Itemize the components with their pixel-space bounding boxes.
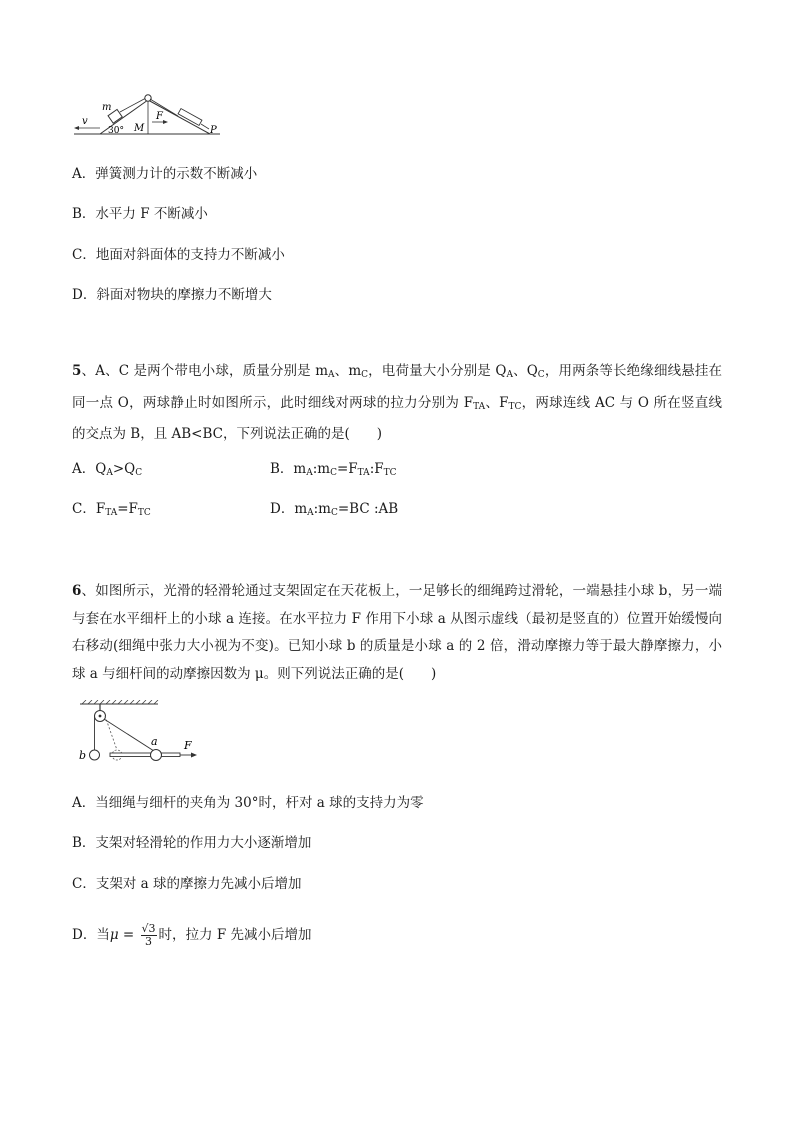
ball-a (151, 750, 162, 761)
label-b: b (79, 749, 87, 762)
velocity-arrowhead (74, 126, 79, 130)
q5-option-a: A．$Q_A>Q_C$ (72, 461, 143, 478)
incline-figure (70, 92, 230, 140)
q6-option-d: D．当μ = $\frac{√3}{3}$ 时，拉力 F 先减小后增加 (72, 922, 312, 948)
horizontal-rod (110, 753, 180, 757)
q6-option-b: B．支架对轻滑轮的作用力大小逐渐增加 (72, 835, 312, 851)
label-M: M (134, 123, 145, 134)
label-m: m (102, 102, 112, 113)
q5-option-d: D．$m_A:m_C=BC$ :AB (270, 501, 399, 518)
q5-option-c: C．$F_{TA}=F_{TC}$ (72, 501, 151, 518)
q5-number: 5 (72, 363, 82, 379)
q6-option-c: C．支架对 a 球的摩擦力先减小后增加 (72, 876, 302, 892)
sqrt3-over-3-fraction: $\frac{√3}{3}$ (141, 922, 156, 948)
pulley-figure (74, 700, 204, 768)
q6-option-a: A．当细绳与细杆的夹角为 30°时，杆对 a 球的支持力为零 (72, 795, 424, 811)
q6-number: 6 (72, 583, 82, 599)
q4-option-d: D．斜面对物块的摩擦力不断增大 (72, 287, 272, 303)
q4-option-b: B．水平力 F 不断减小 (72, 206, 208, 222)
label-angle: 30° (108, 126, 124, 136)
ball-b (90, 750, 100, 760)
q6-stem: 6、如图所示，光滑的轻滑轮通过支架固定在天花板上，一足够长的细绳跨过滑轮，一端悬挂小球 b，另一端与套在水平细杆上的小球 a 连接。在水平拉力 F 作用下小球 a 从图示虚线（最初是竖直的）位置开始缓慢向右移动(细绳中张力大小视为不变)。已知小球 b 的质量是小球 a 的 2 倍，滑动摩擦力等于最大静摩擦力，小球 a 与细杆间的动摩擦因数为 μ。则下列说法正确的是( ) (72, 583, 722, 682)
ceiling-hatch (82, 700, 158, 704)
label-P: P (210, 125, 217, 136)
string-to-P (201, 124, 209, 129)
q4-option-c: C．地面对斜面体的支持力不断减小 (72, 247, 285, 263)
q5-stem: 5、A、C 是两个带电小球，质量分别是 $m_A$、$m_C$，电荷量大小分别是 $Q_A$、$Q_C$，用两条等长绝缘细线悬挂在同一点 O，两球静止时如图所示，此时细线对两球的拉力分别为 $F_{TA}$、$F_{TC}$，两球连线 AC 与 O 所在竖直线的交点为 B，且 AB<BC，下列说法正确的是( ) (72, 363, 723, 442)
q4-option-a: A．弹簧测力计的示数不断减小 (72, 166, 258, 182)
force-F-arrowhead (191, 753, 197, 758)
label-F: F (156, 111, 163, 122)
label-v: v (82, 116, 88, 127)
pulley-icon (145, 95, 151, 101)
label-F: F (184, 739, 192, 752)
force-arrowhead (163, 120, 168, 124)
string-to-spring (150, 99, 178, 116)
label-a: a (151, 735, 158, 748)
q5-option-b: B．$m_A:m_C=F_{TA}:F_{TC}$ (270, 461, 397, 478)
string-to-pulley (120, 98, 146, 112)
